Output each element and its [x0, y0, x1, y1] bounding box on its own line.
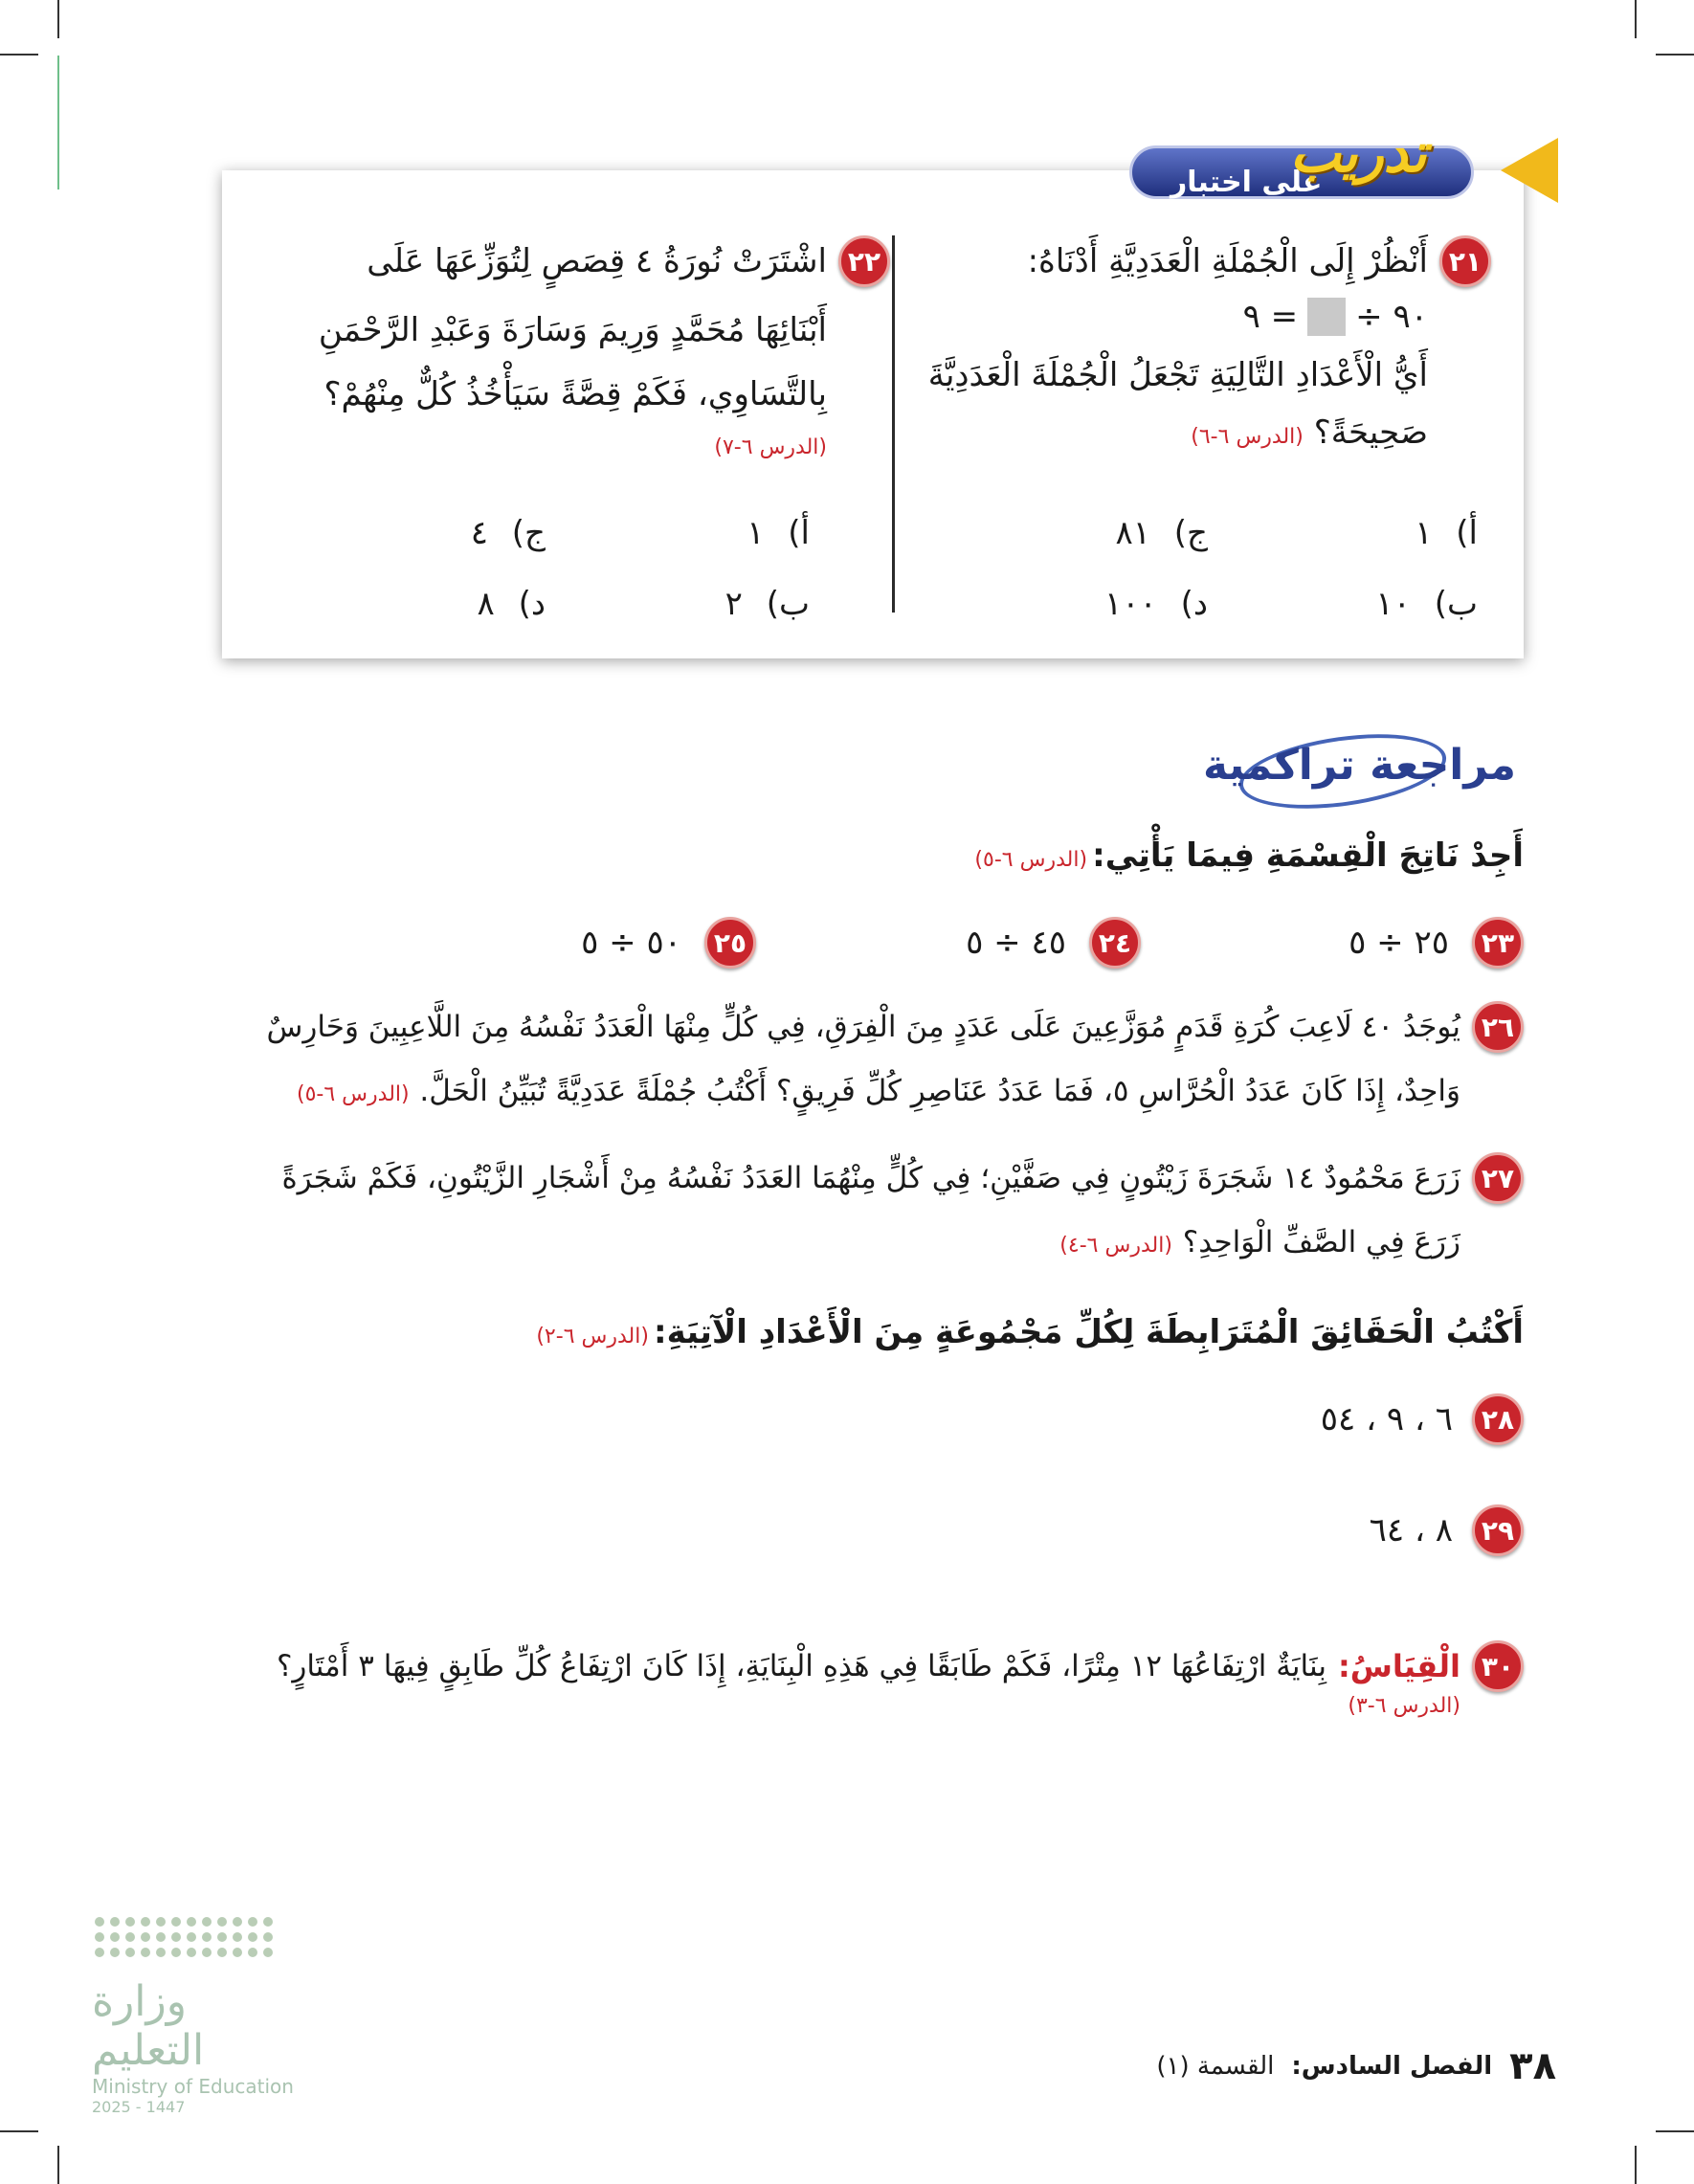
option-label: د) — [1180, 585, 1208, 623]
review-title-text: مراجعة تراكمية — [1203, 741, 1516, 790]
option-label: ب) — [1434, 585, 1478, 623]
option-a[interactable] — [747, 513, 810, 554]
division-expression: ٤٥ ÷ ٥ — [966, 923, 1066, 962]
question-24 — [966, 917, 1141, 969]
question-number-badge: ٢٢ — [838, 235, 890, 287]
question-text: زَرَعَ فِي الصَّفِّ الْوَاحِدِ؟ — [1182, 1225, 1460, 1259]
instruction-heading — [536, 1313, 1524, 1351]
question-number-badge: ٢٩ — [1472, 1504, 1524, 1556]
arrow-icon — [1501, 138, 1558, 203]
question-text: بِنَايَةٌ ارْتِفَاعُهَا ١٢ مِتْرًا، فَكَمْ طَابَقًا فِي هَذِهِ الْبِنَايَةِ، إِذَا كَانَ ارْتِفَاعُ كُلِّ طَابِقٍ فِيهَا ٣ أَمْتَارٍ؟ — [276, 1648, 1326, 1683]
crop-mark — [1635, 0, 1637, 38]
crop-mark — [1656, 54, 1694, 56]
question-label: الْقِيَاسُ: — [1337, 1648, 1460, 1684]
ministry-name-ar: وزارة التعليم — [92, 1977, 205, 2075]
test-prep-banner — [1129, 123, 1558, 207]
option-label: د) — [518, 585, 546, 623]
question-23 — [1349, 917, 1524, 969]
ministry-name-en: Ministry of Education — [92, 2075, 294, 2098]
option-value: ٤ — [470, 514, 488, 552]
crop-mark — [1656, 2130, 1694, 2132]
crop-mark — [1635, 2146, 1637, 2184]
banner-title: تدريب — [1290, 123, 1427, 185]
question-text: أَبْنَائِهَا مُحَمَّدٍ وَرِيمَ وَسَارَةَ وَعَبْدِ الرَّحْمَنِ — [318, 311, 827, 349]
option-value: ١ — [747, 514, 765, 552]
question-number-badge: ٢١ — [1439, 235, 1491, 287]
option-value: ١٠ — [1375, 585, 1411, 623]
division-expression: ٢٥ ÷ ٥ — [1349, 923, 1449, 962]
question-number-badge: ٢٦ — [1472, 1001, 1524, 1053]
question-27 — [165, 1152, 1524, 1262]
chapter-title: القسمة (١) — [1156, 2052, 1275, 2081]
question-22 — [316, 235, 890, 459]
lesson-reference: (الدرس ٦-٤) — [1059, 1234, 1172, 1258]
page-number: ٣٨ — [1509, 2044, 1556, 2088]
column-divider — [892, 235, 895, 613]
lesson-reference: (الدرس ٦-٥) — [974, 848, 1088, 872]
option-c[interactable] — [1115, 513, 1208, 554]
crop-mark — [57, 0, 59, 38]
number-set: ٦ ، ٩ ، ٥٤ — [1320, 1399, 1453, 1438]
crop-mark — [0, 54, 38, 56]
option-d[interactable] — [1104, 584, 1208, 625]
question-text: يُوجَدُ ٤٠ لَاعِبَ كُرَةِ قَدَمٍ مُوَزَّعِينَ عَلَى عَدَدٍ مِنَ الْفِرَقِ، فِي كُلٍّ مِنْهَا الْعَدَدُ نَفْسُهُ مِنَ اللَّاعِبِينَ وَحَارِسٌ — [266, 1009, 1460, 1044]
option-value: ١٠٠ — [1103, 585, 1157, 623]
banner-subtitle: على اختبار — [1170, 166, 1323, 199]
option-label: أ) — [1456, 514, 1478, 552]
question-text: أَيُّ الْأَعْدَادِ التَّالِيَةِ تَجْعَلُ الْجُمْلَةَ الْعَدَدِيَّةَ — [927, 355, 1428, 394]
number-set: ٨ ، ٦٤ — [1369, 1510, 1453, 1549]
heading-text: أَكْتُبُ الْحَقَائِقَ الْمُتَرَابِطَةَ لِكُلِّ مَجْمُوعَةٍ مِنَ الْأَعْدَادِ الْآتِيَةِ: — [654, 1313, 1524, 1351]
review-title — [1198, 731, 1527, 800]
question-text: صَحِيحَةً؟ — [1313, 413, 1428, 452]
option-label: أ) — [788, 514, 810, 552]
question-28 — [1321, 1393, 1524, 1445]
logo-dots-icon — [92, 1914, 302, 1960]
lesson-reference: (الدرس ٦-٢) — [536, 1325, 649, 1348]
lesson-reference: (الدرس ٦-٥) — [296, 1082, 410, 1106]
instruction-heading — [974, 836, 1524, 875]
equation-right: = ٩ — [1242, 298, 1299, 336]
option-b[interactable] — [1375, 584, 1478, 625]
option-value: ٨١ — [1115, 514, 1150, 552]
option-value: ٢ — [724, 585, 743, 623]
chapter-label: الفصل السادس: — [1291, 2052, 1493, 2081]
lesson-reference: (الدرس ٦-٣) — [1348, 1694, 1460, 1718]
option-label: ب) — [766, 585, 810, 623]
blank-box — [1307, 298, 1346, 336]
lesson-reference: (الدرس ٦-٧) — [714, 435, 827, 459]
option-label: ج) — [1173, 514, 1208, 552]
question-30 — [165, 1640, 1524, 1718]
question-number-badge: ٢٨ — [1472, 1393, 1524, 1445]
option-d[interactable] — [478, 584, 546, 625]
division-expression: ٥٠ ÷ ٥ — [581, 923, 681, 962]
crop-mark — [0, 2130, 38, 2132]
option-c[interactable] — [471, 513, 546, 554]
question-21 — [927, 235, 1491, 454]
question-text: زَرَعَ مَحْمُودٌ ١٤ شَجَرَةَ زَيْتُونٍ فِي صَفَّيْنِ؛ فِي كُلٍّ مِنْهُمَا العَدَدُ نَفْسُهُ مِنْ أَشْجَارِ الزَّيْتُونِ، فَكَمْ شَجَرَةً — [281, 1160, 1460, 1195]
question-text: بِالتَّسَاوِي، فَكَمْ قِصَّةً سَيَأْخُذُ كُلٌّ مِنْهُمْ؟ — [323, 374, 827, 413]
question-25 — [581, 917, 756, 969]
question-number-badge: ٢٣ — [1472, 917, 1524, 969]
green-margin-line — [57, 56, 59, 189]
crop-mark — [57, 2146, 59, 2184]
option-value: ١ — [1415, 514, 1433, 552]
option-label: ج) — [511, 514, 546, 552]
option-a[interactable] — [1415, 513, 1478, 554]
question-26 — [165, 1001, 1524, 1111]
question-29 — [1370, 1504, 1524, 1556]
question-text: أَنْظُرْ إِلَى الْجُمْلَةِ الْعَدَدِيَّةِ أَدْنَاهُ: — [1027, 241, 1428, 280]
question-text: وَاحِدٌ، إِذَا كَانَ عَدَدُ الْحُرَّاسِ ٥، فَمَا عَدَدُ عَنَاصِرِ كُلِّ فَرِيقٍ؟ أَكْتُبُ جُمْلَةً عَدَدِيَّةً تُبَيِّنُ الْحَلَّ. — [419, 1074, 1460, 1108]
question-number-badge: ٢٧ — [1472, 1152, 1524, 1204]
equation-left: ٩٠ ÷ — [1355, 298, 1428, 336]
lesson-reference: (الدرس ٦-٦) — [1191, 425, 1304, 449]
option-b[interactable] — [725, 584, 810, 625]
heading-text: أَجِدْ نَاتِجَ الْقِسْمَةِ فِيمَا يَأْتِي: — [1092, 836, 1524, 875]
ministry-logo — [92, 1914, 302, 2116]
option-value: ٨ — [477, 585, 495, 623]
question-number-badge: ٣٠ — [1472, 1640, 1524, 1692]
question-text: اشْتَرَتْ نُورَةُ ٤ قِصَصٍ لِتُوَزِّعَهَا عَلَى — [367, 241, 827, 280]
academic-year: 2025 - 1447 — [92, 2098, 186, 2116]
question-number-badge: ٢٤ — [1089, 917, 1141, 969]
question-number-badge: ٢٥ — [704, 917, 756, 969]
page-footer — [1156, 2044, 1556, 2088]
